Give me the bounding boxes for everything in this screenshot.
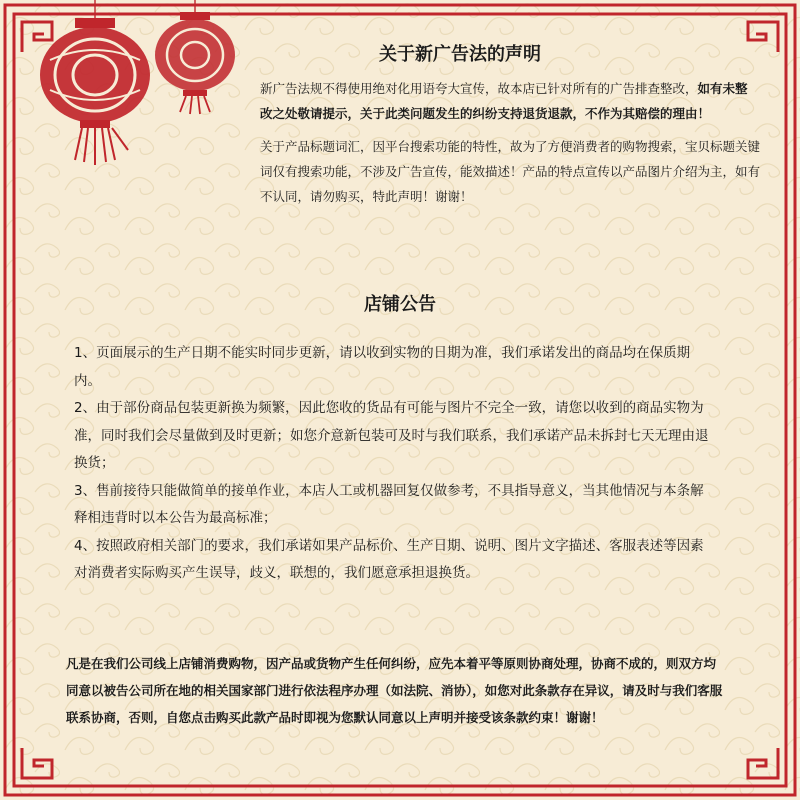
ad-law-p1-normal: 新广告法规不得使用绝对化用语夸大宣传，故本店已针对所有的广告排查整改， [260,81,698,96]
lantern-illustration [20,0,260,170]
ad-law-title: 关于新广告法的声明 [379,44,541,65]
notice-item-3: 3、售前接待只能做简单的接单作业，本店人工或机器回复仅做参考，不具指导意义，当其他情况与本条解释相违背时以本公告为最高标准； [74,482,704,526]
notice-item-2: 2、由于部份商品包装更新换为频繁，因此您收的货品有可能与图片不完全一致，请您以收到的商品实物为准，同时我们会尽量做到及时更新；如您介意新包装可及时与我们联系，我们承诺产品未拆封七天无理由退换货； [74,400,709,471]
ad-law-p1-bold: 如有未整改之处敬请提示，关于此类问题发生的纠纷支持退货退款，不作为其赔偿的理由！ [260,81,748,121]
store-notice-title: 店铺公告 [364,294,436,315]
dispute-clause-text: 凡是在我们公司线上店铺消费购物，因产品或货物产生任何纠纷，应先本着平等原则协商处理，协商不成的，则双方均同意以被告公司所在地的相关国家部门进行依法程序办理（如法院、消协），如您对此条款存在异议，请及时与我们客服联系协商，否则，自您点击购买此款产品时即视为您默认同意以上声明并接受该条款约束！谢谢！ [66,656,723,725]
notice-item-4: 4、按照政府相关部门的要求，我们承诺如果产品标价、生产日期、说明、图片文字描述、客服表述等因素对消费者实际购买产生误导，歧义，联想的，我们愿意承担退换货。 [74,537,704,581]
lantern-left-icon [40,18,150,165]
ad-law-paragraph-1 [260,76,760,126]
ad-law-body [260,76,760,209]
store-notice-list [74,340,714,588]
lantern-right-icon [155,12,235,114]
ad-law-paragraph-2: 关于产品标题词汇，因平台搜索功能的特性，故为了方便消费者的购物搜索，宝贝标题关键词仅有搜索功能，不涉及广告宣传，能效描述！产品的特点宣传以产品图片介绍为主，如有不认同，请勿购买，特此声明！谢谢！ [260,139,761,204]
notice-item-1: 1、页面展示的生产日期不能实时同步更新，请以收到实物的日期为准，我们承诺发出的商品均在保质期内。 [74,345,691,389]
dispute-clause [66,650,726,731]
